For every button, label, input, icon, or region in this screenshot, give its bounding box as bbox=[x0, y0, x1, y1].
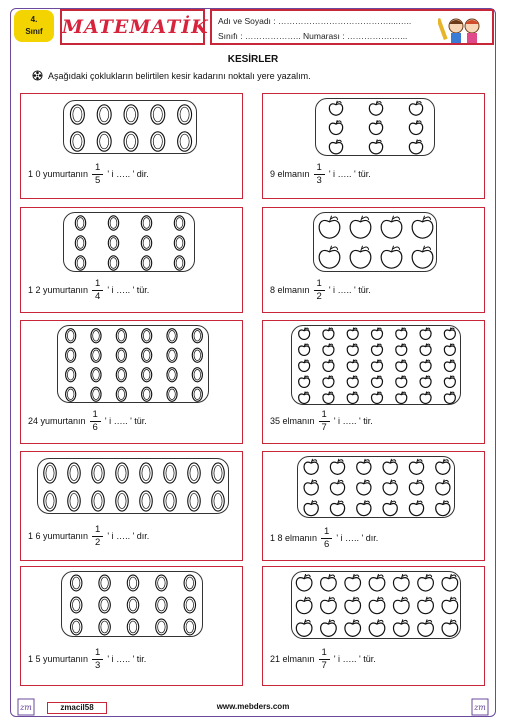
apple-icon bbox=[296, 619, 312, 636]
apple-icon bbox=[396, 343, 407, 355]
question-panel-3 bbox=[20, 207, 243, 313]
answer-blank: ' i ….. ' tür. bbox=[328, 284, 371, 295]
answer-blank: ' i ….. ' dır. bbox=[107, 530, 150, 541]
grade-word: Sınıf bbox=[25, 27, 43, 36]
egg-icon bbox=[108, 256, 118, 270]
question-prefix: 1 6 yumurtanın bbox=[28, 530, 89, 541]
fraction-numerator: 1 bbox=[321, 526, 332, 539]
fraction-denominator: 7 bbox=[321, 422, 327, 433]
fraction bbox=[90, 409, 101, 434]
apple-icon bbox=[299, 327, 310, 339]
fraction-denominator: 3 bbox=[316, 175, 322, 186]
question-prefix: 1 2 yumurtanın bbox=[28, 284, 89, 295]
fraction-denominator: 6 bbox=[92, 422, 98, 433]
fraction-denominator: 3 bbox=[95, 660, 101, 671]
apple-icon bbox=[444, 391, 455, 403]
egg-icon bbox=[142, 329, 152, 343]
question-text-9 bbox=[28, 647, 146, 672]
egg-icon bbox=[141, 216, 151, 230]
question-text-7 bbox=[28, 524, 149, 549]
apple-icon bbox=[409, 480, 423, 495]
apple-icon bbox=[329, 101, 342, 115]
apple-icon bbox=[321, 574, 337, 591]
footer-url[interactable]: www.mebders.com bbox=[216, 702, 290, 711]
egg-icon bbox=[167, 368, 177, 382]
question-prefix: 35 elmanın bbox=[270, 415, 315, 426]
question-panel-10 bbox=[262, 566, 485, 686]
fraction bbox=[319, 647, 330, 672]
apple-icon bbox=[409, 459, 423, 474]
egg-icon bbox=[140, 491, 152, 511]
apple-icon bbox=[330, 480, 344, 495]
egg-group bbox=[63, 212, 195, 272]
apple-icon bbox=[369, 619, 385, 636]
fraction-numerator: 1 bbox=[92, 278, 103, 291]
egg-icon bbox=[192, 387, 202, 401]
egg-icon bbox=[75, 256, 85, 270]
apple-icon bbox=[369, 101, 382, 115]
apple-icon bbox=[442, 619, 458, 636]
apple-icon bbox=[330, 500, 344, 515]
egg-icon bbox=[188, 463, 200, 483]
answer-blank: ' i ….. ' tür. bbox=[328, 168, 371, 179]
question-panel-5 bbox=[20, 320, 243, 444]
egg-icon bbox=[68, 491, 80, 511]
fraction-numerator: 1 bbox=[314, 278, 325, 291]
apple-icon bbox=[420, 343, 431, 355]
grade-badge bbox=[14, 10, 54, 42]
apple-icon bbox=[420, 327, 431, 339]
egg-icon bbox=[116, 329, 126, 343]
fraction-numerator: 1 bbox=[92, 162, 103, 175]
egg-icon bbox=[99, 597, 110, 613]
question-prefix: 8 elmanın bbox=[270, 284, 310, 295]
egg-icon bbox=[116, 387, 126, 401]
egg-icon bbox=[70, 132, 84, 151]
question-prefix: 24 yumurtanın bbox=[28, 415, 86, 426]
egg-icon bbox=[91, 348, 101, 362]
fraction-denominator: 2 bbox=[95, 537, 101, 548]
egg-icon bbox=[92, 463, 104, 483]
egg-icon bbox=[184, 597, 195, 613]
egg-icon bbox=[97, 105, 111, 124]
question-prefix: 1 0 yumurtanın bbox=[28, 168, 89, 179]
question-text-10 bbox=[270, 647, 376, 672]
apple-icon bbox=[347, 375, 358, 387]
apple-icon bbox=[357, 500, 371, 515]
apple-icon bbox=[436, 459, 450, 474]
egg-icon bbox=[142, 368, 152, 382]
egg-icon bbox=[156, 575, 167, 591]
apple-icon bbox=[381, 216, 402, 238]
apple-icon bbox=[296, 597, 312, 614]
egg-icon bbox=[142, 387, 152, 401]
question-panel-9 bbox=[20, 566, 243, 686]
question-text-2 bbox=[270, 162, 371, 187]
egg-icon bbox=[212, 491, 224, 511]
apple-icon bbox=[304, 500, 318, 515]
egg-icon bbox=[164, 491, 176, 511]
egg-icon bbox=[70, 619, 81, 635]
answer-blank: ' i ….. ' tir. bbox=[333, 415, 373, 426]
egg-icon bbox=[127, 619, 138, 635]
egg-icon bbox=[124, 105, 138, 124]
answer-blank: ' i ….. ' tür. bbox=[333, 653, 376, 664]
apple-icon bbox=[319, 246, 340, 268]
apple-icon bbox=[369, 574, 385, 591]
apple-icon bbox=[381, 246, 402, 268]
apple-icon bbox=[444, 327, 455, 339]
egg-icon bbox=[91, 387, 101, 401]
fraction bbox=[314, 162, 325, 187]
apple-icon bbox=[412, 216, 433, 238]
egg-icon bbox=[142, 348, 152, 362]
egg-group bbox=[57, 325, 209, 403]
egg-icon bbox=[156, 597, 167, 613]
fraction bbox=[314, 278, 325, 303]
apple-icon bbox=[409, 139, 422, 153]
name-line: Adı ve Soyadı : …………………………………....….. bbox=[218, 16, 412, 26]
egg-icon bbox=[44, 491, 56, 511]
fraction-denominator: 2 bbox=[316, 291, 322, 302]
answer-blank: ' i ….. ' tür. bbox=[107, 284, 150, 295]
apple-icon bbox=[345, 574, 361, 591]
egg-icon bbox=[92, 491, 104, 511]
egg-icon bbox=[167, 348, 177, 362]
question-prefix: 1 5 yumurtanın bbox=[28, 653, 89, 664]
apple-icon bbox=[383, 480, 397, 495]
egg-icon bbox=[127, 597, 138, 613]
apple-icon bbox=[418, 619, 434, 636]
apple-icon bbox=[347, 359, 358, 371]
apple-icon bbox=[442, 597, 458, 614]
apple-icon bbox=[304, 480, 318, 495]
apple-icon bbox=[412, 246, 433, 268]
question-text-1 bbox=[28, 162, 149, 187]
egg-icon bbox=[188, 491, 200, 511]
apple-icon bbox=[299, 359, 310, 371]
instruction-text: Aşağıdaki çoklukların belirtilen kesir kadarını noktalı yere yazalım. bbox=[48, 71, 311, 81]
answer-blank: ' i ….. ' dır. bbox=[336, 532, 379, 543]
question-panel-2 bbox=[262, 93, 485, 199]
egg-icon bbox=[70, 597, 81, 613]
egg-icon bbox=[141, 256, 151, 270]
fraction bbox=[92, 278, 103, 303]
section-heading: KESİRLER bbox=[227, 54, 279, 65]
fraction-numerator: 1 bbox=[314, 162, 325, 175]
egg-icon bbox=[174, 236, 184, 250]
egg-icon bbox=[178, 105, 192, 124]
question-prefix: 1 8 elmanın bbox=[270, 532, 318, 543]
apple-icon bbox=[420, 359, 431, 371]
apple-icon bbox=[371, 359, 382, 371]
egg-icon bbox=[192, 329, 202, 343]
question-text-4 bbox=[270, 278, 371, 303]
student-info-box bbox=[210, 9, 494, 45]
apple-icon bbox=[396, 359, 407, 371]
egg-icon bbox=[70, 575, 81, 591]
fraction-numerator: 1 bbox=[92, 524, 103, 537]
flower-bullet-icon bbox=[32, 70, 43, 81]
egg-icon bbox=[70, 105, 84, 124]
apple-group bbox=[315, 98, 435, 156]
egg-icon bbox=[151, 105, 165, 124]
egg-icon bbox=[156, 619, 167, 635]
apple-icon bbox=[383, 500, 397, 515]
fraction-denominator: 7 bbox=[321, 660, 327, 671]
egg-icon bbox=[151, 132, 165, 151]
grade-number: 4. bbox=[30, 15, 38, 24]
zm-logo-icon bbox=[471, 698, 489, 716]
apple-icon bbox=[371, 375, 382, 387]
fraction bbox=[319, 409, 330, 434]
apple-icon bbox=[444, 359, 455, 371]
apple-icon bbox=[369, 120, 382, 134]
apple-icon bbox=[357, 459, 371, 474]
apple-icon bbox=[347, 343, 358, 355]
apple-icon bbox=[420, 375, 431, 387]
egg-icon bbox=[44, 463, 56, 483]
egg-icon bbox=[141, 236, 151, 250]
apple-icon bbox=[345, 619, 361, 636]
question-text-6 bbox=[270, 409, 373, 434]
apple-icon bbox=[393, 597, 409, 614]
egg-icon bbox=[116, 348, 126, 362]
apple-icon bbox=[369, 139, 382, 153]
apple-icon bbox=[436, 500, 450, 515]
question-panel-1 bbox=[20, 93, 243, 199]
answer-blank: ' i ….. ' dir. bbox=[107, 168, 149, 179]
apple-icon bbox=[436, 480, 450, 495]
egg-icon bbox=[192, 368, 202, 382]
egg-icon bbox=[75, 216, 85, 230]
apple-icon bbox=[323, 343, 334, 355]
egg-icon bbox=[99, 619, 110, 635]
egg-icon bbox=[212, 463, 224, 483]
egg-icon bbox=[167, 387, 177, 401]
fraction bbox=[321, 526, 332, 551]
apple-icon bbox=[350, 246, 371, 268]
apple-icon bbox=[347, 391, 358, 403]
apple-icon bbox=[350, 216, 371, 238]
fraction bbox=[92, 524, 103, 549]
egg-icon bbox=[127, 575, 138, 591]
apple-icon bbox=[444, 375, 455, 387]
fraction-numerator: 1 bbox=[92, 647, 103, 660]
title-box bbox=[60, 9, 209, 45]
egg-group bbox=[61, 571, 203, 637]
fraction-numerator: 1 bbox=[319, 647, 330, 660]
egg-icon bbox=[108, 236, 118, 250]
apple-icon bbox=[304, 459, 318, 474]
apple-icon bbox=[323, 375, 334, 387]
fraction bbox=[92, 162, 103, 187]
fraction-numerator: 1 bbox=[319, 409, 330, 422]
apple-icon bbox=[442, 574, 458, 591]
fraction-denominator: 6 bbox=[324, 539, 330, 550]
egg-icon bbox=[174, 216, 184, 230]
apple-icon bbox=[296, 574, 312, 591]
egg-icon bbox=[184, 575, 195, 591]
svg-text:zm: zm bbox=[474, 703, 486, 712]
apple-icon bbox=[330, 459, 344, 474]
apple-icon bbox=[369, 597, 385, 614]
apple-icon bbox=[371, 343, 382, 355]
apple-icon bbox=[396, 391, 407, 403]
answer-blank: ' i ….. ' tir. bbox=[107, 653, 147, 664]
footer-tag: zmacil58 bbox=[47, 702, 107, 714]
apple-icon bbox=[357, 480, 371, 495]
apple-icon bbox=[444, 343, 455, 355]
apple-icon bbox=[299, 343, 310, 355]
egg-icon bbox=[75, 236, 85, 250]
apple-icon bbox=[409, 101, 422, 115]
egg-icon bbox=[66, 368, 76, 382]
apple-group bbox=[313, 212, 437, 272]
page-title: MATEMATİK bbox=[62, 16, 209, 38]
fraction bbox=[92, 647, 103, 672]
egg-icon bbox=[124, 132, 138, 151]
egg-icon bbox=[68, 463, 80, 483]
apple-icon bbox=[418, 574, 434, 591]
question-prefix: 9 elmanın bbox=[270, 168, 310, 179]
apple-icon bbox=[321, 597, 337, 614]
apple-icon bbox=[418, 597, 434, 614]
egg-icon bbox=[91, 368, 101, 382]
class-number-line: Sınıfı : ……………….. Numarası : …………….…... bbox=[218, 31, 408, 41]
kids-illustration-icon bbox=[438, 14, 486, 44]
apple-icon bbox=[409, 500, 423, 515]
question-text-3 bbox=[28, 278, 149, 303]
apple-icon bbox=[347, 327, 358, 339]
apple-icon bbox=[323, 327, 334, 339]
egg-icon bbox=[178, 132, 192, 151]
apple-icon bbox=[409, 120, 422, 134]
egg-icon bbox=[116, 491, 128, 511]
egg-icon bbox=[164, 463, 176, 483]
question-panel-8 bbox=[262, 451, 485, 561]
apple-icon bbox=[396, 327, 407, 339]
egg-icon bbox=[192, 348, 202, 362]
apple-icon bbox=[329, 120, 342, 134]
apple-icon bbox=[323, 391, 334, 403]
svg-text:zm: zm bbox=[20, 703, 32, 712]
egg-icon bbox=[116, 368, 126, 382]
egg-icon bbox=[108, 216, 118, 230]
apple-group bbox=[291, 571, 461, 639]
apple-icon bbox=[393, 574, 409, 591]
question-prefix: 21 elmanın bbox=[270, 653, 315, 664]
question-panel-6 bbox=[262, 320, 485, 444]
apple-icon bbox=[371, 391, 382, 403]
apple-icon bbox=[321, 619, 337, 636]
egg-icon bbox=[140, 463, 152, 483]
apple-icon bbox=[396, 375, 407, 387]
apple-icon bbox=[323, 359, 334, 371]
apple-group bbox=[297, 456, 455, 518]
apple-icon bbox=[393, 619, 409, 636]
question-panel-4 bbox=[262, 207, 485, 313]
question-text-8 bbox=[270, 526, 378, 551]
apple-icon bbox=[319, 216, 340, 238]
egg-icon bbox=[184, 619, 195, 635]
egg-icon bbox=[66, 348, 76, 362]
answer-blank: ' i ….. ' tür. bbox=[104, 415, 147, 426]
egg-icon bbox=[91, 329, 101, 343]
apple-icon bbox=[345, 597, 361, 614]
egg-icon bbox=[66, 329, 76, 343]
apple-icon bbox=[299, 391, 310, 403]
egg-group bbox=[63, 100, 197, 154]
apple-group bbox=[291, 325, 461, 405]
egg-icon bbox=[97, 132, 111, 151]
fraction-denominator: 4 bbox=[95, 291, 101, 302]
question-panel-7 bbox=[20, 451, 243, 561]
apple-icon bbox=[299, 375, 310, 387]
egg-icon bbox=[116, 463, 128, 483]
apple-icon bbox=[329, 139, 342, 153]
egg-icon bbox=[174, 256, 184, 270]
fraction-numerator: 1 bbox=[90, 409, 101, 422]
apple-icon bbox=[383, 459, 397, 474]
egg-icon bbox=[66, 387, 76, 401]
egg-icon bbox=[167, 329, 177, 343]
egg-group bbox=[37, 458, 229, 514]
fraction-denominator: 5 bbox=[95, 175, 101, 186]
apple-icon bbox=[371, 327, 382, 339]
egg-icon bbox=[99, 575, 110, 591]
apple-icon bbox=[420, 391, 431, 403]
question-text-5 bbox=[28, 409, 147, 434]
